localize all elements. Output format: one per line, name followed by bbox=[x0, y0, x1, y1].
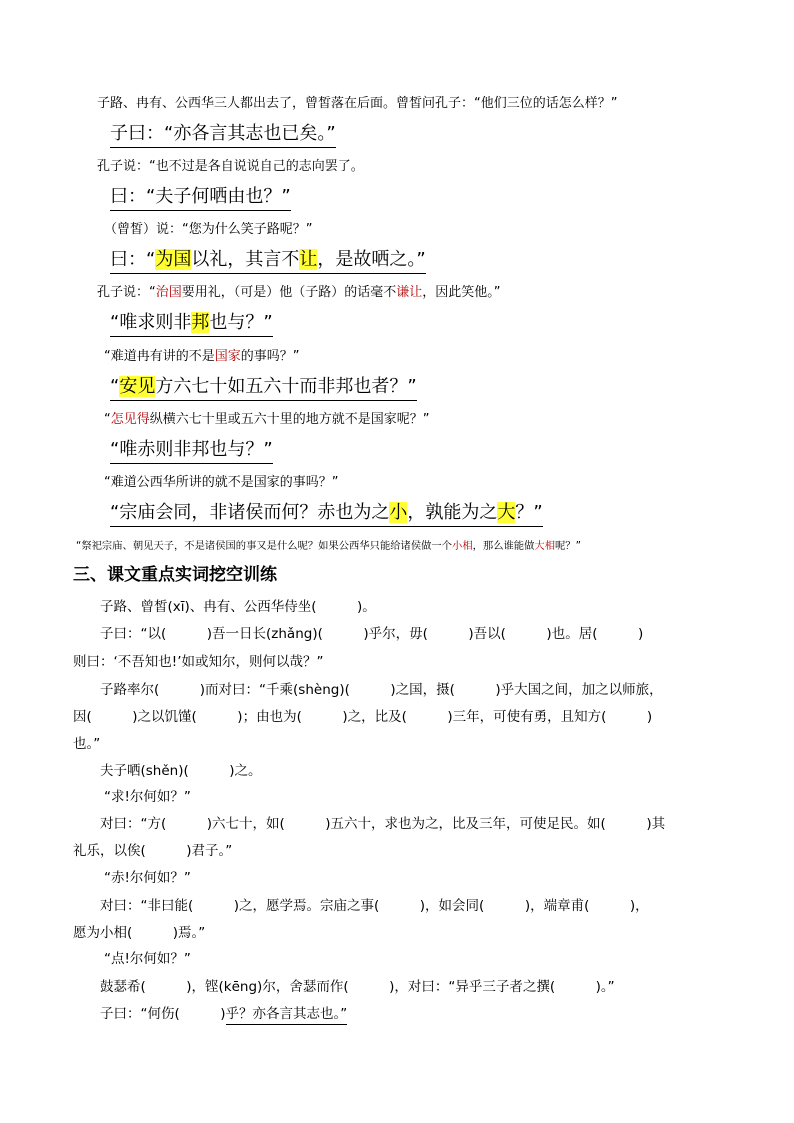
red-word: 大相 bbox=[534, 540, 555, 552]
text-segment: 的事吗？” bbox=[240, 349, 300, 364]
text-segment: 纵横六七十里或五六十里的地方就不是国家呢？” bbox=[149, 412, 430, 427]
text-line: 子路、冉有、公西华三人都出去了，曾皙落在后面。曾皙问孔子：“他们三位的话怎么样？” bbox=[97, 96, 618, 111]
classical-line bbox=[110, 251, 426, 269]
text-segment: ，是故哂之。” bbox=[317, 249, 426, 270]
text-segment: ，那么谁能做 bbox=[472, 540, 535, 552]
text-segment: 呢？” bbox=[555, 540, 581, 552]
text-segment: “祭祀宗庙、朝见天子，不是诸侯国的事又是什么呢？如果公西华只能给诸侯做一个 bbox=[76, 540, 453, 552]
classical-text bbox=[110, 312, 273, 337]
classical-line bbox=[110, 441, 273, 459]
red-word: 小相 bbox=[452, 540, 473, 552]
highlighted-word: 安见 bbox=[119, 376, 156, 397]
text-segment: 子曰：“何伤( ) bbox=[100, 1006, 226, 1022]
text-segment: “ bbox=[110, 376, 120, 397]
text-segment: ，孰能为之 bbox=[407, 502, 498, 523]
exercise-line: 也。” bbox=[73, 736, 101, 752]
text-segment: ？” bbox=[515, 502, 543, 523]
exercise-line: 对曰：“方( )六七十，如( )五六十，求也为之，比及三年，可使足民。如( )其 bbox=[100, 816, 666, 832]
text-segment: 要用礼，（可是）他（子路）的话毫不 bbox=[181, 285, 397, 300]
red-word: 怎见得 bbox=[110, 412, 150, 427]
classical-line bbox=[110, 314, 273, 332]
text-segment: “ bbox=[104, 412, 111, 427]
section-heading: 三、课文重点实词挖空训练 bbox=[73, 565, 277, 585]
exercise-line: 对曰：“非曰能( )之，愿学焉。宗庙之事( )，如会同( )，端章甫( )， bbox=[100, 898, 649, 914]
classical-text: “唯赤则非邦也与？” bbox=[110, 439, 273, 464]
classical-line bbox=[110, 378, 417, 396]
exercise-line: 子路率尔( )而对曰：“千乘(shèng)( )之国，摄( )乎大国之间，加之以师旅， bbox=[100, 682, 663, 698]
highlighted-word: 邦 bbox=[191, 312, 210, 333]
text-line bbox=[104, 350, 300, 363]
classical-line bbox=[110, 188, 291, 206]
text-segment: “难道冉有讲的不是 bbox=[104, 349, 215, 364]
classical-text bbox=[110, 376, 417, 401]
text-segment: 曰：“ bbox=[110, 249, 156, 270]
classical-text: 子曰：“亦各言其志也已矣。” bbox=[110, 123, 336, 148]
text-segment: 方六七十如五六十而非邦也者？” bbox=[155, 376, 417, 397]
highlighted-word: 为国 bbox=[155, 249, 192, 270]
text-line bbox=[104, 413, 430, 426]
exercise-line bbox=[100, 1008, 347, 1022]
exercise-line: 愿为小相( )焉。” bbox=[73, 925, 206, 941]
exercise-line: “求!尔何如？” bbox=[104, 789, 191, 805]
exercise-line: 因( )之以饥馑( )；由也为( )之，比及( )三年，可使有勇，且知方( ) bbox=[73, 709, 653, 725]
exercise-line: 礼乐，以俟( )君子。” bbox=[73, 843, 233, 859]
text-segment: “唯求则非 bbox=[110, 312, 192, 333]
highlighted-word: 小 bbox=[389, 502, 408, 523]
classical-text bbox=[110, 502, 543, 527]
text-line: 孔子说：“也不过是各自说说自己的志向罢了。 bbox=[97, 159, 364, 174]
underlined-text: 乎？亦各言其志也。” bbox=[226, 1006, 348, 1025]
text-segment: 也与？” bbox=[209, 312, 273, 333]
text-segment: “宗庙会同，非诸侯而何？赤也为之 bbox=[110, 502, 390, 523]
exercise-line: 子路、曾皙(xī)、冉有、公西华侍坐( )。 bbox=[100, 599, 376, 615]
red-word: 国家 bbox=[214, 349, 241, 364]
exercise-line: 则曰：‘不吾知也!’如或知尔，则何以哉？” bbox=[73, 654, 324, 670]
text-segment: ，因此笑他。” bbox=[422, 285, 501, 300]
text-segment: 以礼，其言不 bbox=[191, 249, 300, 270]
exercise-line: “赤!尔何如？” bbox=[104, 870, 191, 886]
text-line bbox=[97, 286, 501, 299]
exercise-line: 夫子哂(shěn)( )之。 bbox=[100, 763, 262, 779]
classical-text bbox=[110, 249, 426, 274]
exercise-line: 子曰：“以( )吾一日长(zhǎng)( )乎尔，毋( )吾以( )也。居( ) bbox=[100, 626, 644, 642]
classical-line bbox=[110, 125, 336, 143]
classical-text: 曰：“夫子何哂由也？” bbox=[110, 186, 291, 211]
text-line: “难道公西华所讲的就不是国家的事吗？” bbox=[104, 475, 339, 490]
text-line: （曾皙）说：“您为什么笑子路呢？” bbox=[104, 222, 313, 237]
text-segment: 孔子说：“ bbox=[97, 285, 156, 300]
text-line bbox=[76, 541, 581, 551]
red-word: 谦让 bbox=[396, 285, 423, 300]
red-word: 治国 bbox=[155, 285, 182, 300]
exercise-line: “点!尔何如？” bbox=[104, 951, 191, 967]
highlighted-word: 大 bbox=[497, 502, 516, 523]
exercise-line: 鼓瑟希( )，铿(kēng)尔，舍瑟而作( )，对曰：“异乎三子者之撰( )。” bbox=[100, 979, 615, 995]
highlighted-word: 让 bbox=[299, 249, 318, 270]
classical-line bbox=[110, 504, 543, 522]
